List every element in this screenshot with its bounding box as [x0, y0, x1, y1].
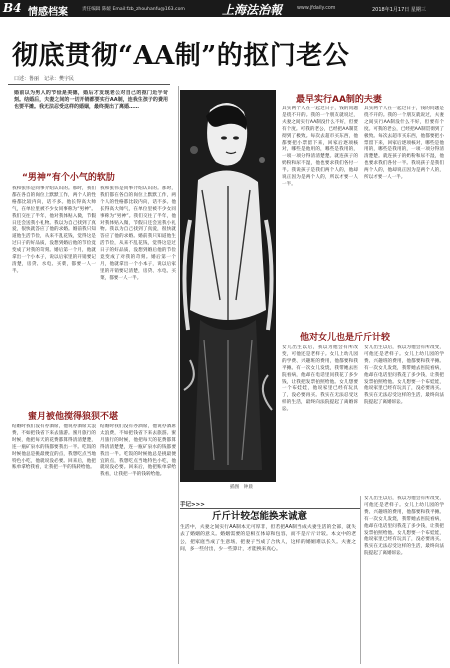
column-divider-right [360, 496, 361, 664]
section-logo-mark: B4 [3, 1, 22, 15]
section-name: 情感档案 [28, 7, 68, 18]
title-rule [8, 84, 170, 85]
right-body-1: 其实两个人在一起过日子，钱的问题是绕不开的。我的一个朋友就说过，夫妻之间实行AA制没什么不好，但要有个度。可我的老公，已经把AA制贯彻到了极致。每次去超市买东西，他都要把小票留下来，回家后逐项核对，哪些是他用的，哪些是我用的，一项一项分得清清楚楚。就连孩子的奶粉和尿不湿，他也要求我们各付一半。我说孩子是我们两个人的，他却说正因为是两个人的，所以才要一人一半。 [282, 106, 358, 187]
editor-note-label: 手记>>> [180, 502, 205, 508]
editor-note-heading: 斤斤计较怎能换来诚意 [212, 511, 308, 522]
illustration-credit: 插图 钟晨 [230, 485, 253, 490]
left-body-2: 结婚时我们没有办酒席，他说办酒席太浪费，不如把钱省下来去旅游。蜜月旅行的时候，他把每天的花费都算得清清楚楚，连一瓶矿泉水的钱都要我出一半。吃饭的时候他总是挑最便宜的点，我想吃点当地特色小吃，他就说没必要。回来后，他把账单拿给我看，让我把一半的钱转给他。 [12, 424, 96, 471]
editor-note-body: 生活中，夫妻之间实行AA制本无可厚非，但若把AA制当成夫妻生活的全部，就失去了婚姻的意义。婚姻需要的是相互体谅和包容，而不是斤斤计较。本文中的老公，把家庭当成了生意场，把妻子当成了合伙人，这样的婚姻难以长久。夫妻之间，多一些付出，少一些算计，才能换来真心。 [180, 525, 356, 553]
left-body-1b: 我和张伟是同事介绍认识的。那时，我们都在各自的岗位上默默工作，两个人的性格都比较内向，话不多。他长得高大帅气，在单位里被不少女同事称为“男神”。我们交往了半年，他对我体贴入微，节假日还会送我小礼物。我以为自己找到了真爱，很快就答应了他的求婚。婚前我只知道他生活节俭，从来不乱花钱，觉得这是过日子的好品质，没想到婚后他的节俭竟变成了对我的苛刻。婚后第一个月，他就拿出一个小本子，说以后家里的开销要记清楚，房贷、水电、买菜，都要一人一半。 [100, 186, 176, 281]
right-body-2b: 女儿出生以后，我以为他会有所改变，可他还是老样子。女儿上幼儿园的学费、兴趣班的费用，他都要和我平摊。有一次女儿发烧，我带她去医院看病，他却在电话里问我花了多少钱，让我把发票拍照给他。女儿想要一个布娃娃，他说家里已经有玩具了，没必要再买。我实在无法忍受这样的生活，最终向法院提起了离婚诉讼。 [364, 345, 444, 406]
masthead: 上海法治報 [222, 3, 283, 17]
left-body-1: 我和张伟是同事介绍认识的。那时，我们都在各自的岗位上默默工作，两个人的性格都比较内向，话不多。他长得高大帅气，在单位里被不少女同事称为“男神”。我们交往了半年，他对我体贴入微，节假日还会送我小礼物。我以为自己找到了真爱，很快就答应了他的求婚。婚前我只知道他生活节俭，从来不乱花钱，觉得这是过日子的好品质，没想到婚后他的节俭竟变成了对我的苛刻。婚后第一个月，他就拿出一个小本子，说以后家里的开销要记清楚，房贷、水电、买菜，都要一人一半。 [12, 186, 96, 274]
column-divider-left [178, 86, 179, 664]
right-section-heading-1: 最早实行AA制的夫妻 [296, 95, 382, 105]
right-body-3: 女儿出生以后，我以为他会有所改变，可他还是老样子。女儿上幼儿园的学费、兴趣班的费用，他都要和我平摊。有一次女儿发烧，我带她去医院看病，他却在电话里问我花了多少钱，让我把发票拍照给他。女儿想要一个布娃娃，他说家里已经有玩具了，没必要再买。我实在无法忍受这样的生活，最终向法院提起了离婚诉讼。 [364, 496, 444, 557]
lead-paragraph: 婚前以为男人的节俭是美德，婚后才发现老公对自己的抠门近乎苛刻。结婚后，夫妻之间的一切开销都要实行AA制，连我生孩子的费用也要平摊。我无法忍受这样的婚姻，最终提出了离婚…… [14, 90, 168, 111]
ink-figure-art [180, 90, 276, 482]
illustration [180, 90, 276, 482]
left-section-heading-1: “男神”有个小气的软肋 [22, 173, 115, 183]
issue-date: 2018年1月17日 星期三 [372, 7, 426, 13]
right-body-1b: 其实两个人在一起过日子，钱的问题是绕不开的。我的一个朋友就说过，夫妻之间实行AA制没什么不好，但要有个度。可我的老公，已经把AA制贯彻到了极致。每次去超市买东西，他都要把小票留下来，回家后逐项核对，哪些是他用的，哪些是我用的，一项一项分得清清楚楚。就连孩子的奶粉和尿不湿，他也要求我们各付一半。我说孩子是我们两个人的，他却说正因为是两个人的，所以才要一人一半。 [364, 106, 444, 181]
right-section-heading-2: 他对女儿也是斤斤计较 [300, 333, 391, 343]
left-body-2b: 结婚时我们没有办酒席，他说办酒席太浪费，不如把钱省下来去旅游。蜜月旅行的时候，他把每天的花费都算得清清楚楚，连一瓶矿泉水的钱都要我出一半。吃饭的时候他总是挑最便宜的点，我想吃点当地特色小吃，他就说没必要。回来后，他把账单拿给我看，让我把一半的钱转给他。 [100, 424, 176, 478]
editor-line: 责任编辑 陈媛 Email:fzb_zhouhanfu@163.com [82, 7, 185, 12]
right-body-2: 女儿出生以后，我以为他会有所改变，可他还是老样子。女儿上幼儿园的学费、兴趣班的费用，他都要和我平摊。有一次女儿发烧，我带她去医院看病，他却在电话里问我花了多少钱，让我把发票拍照给他。女儿想要一个布娃娃，他说家里已经有玩具了，没必要再买。我实在无法忍受这样的生活，最终向法院提起了离婚诉讼。 [282, 345, 358, 413]
left-section-heading-2: 蜜月被他搅得狼狈不堪 [28, 412, 119, 422]
byline: 口述：鲁丽 记录：樊宇民 [14, 76, 75, 82]
article-title: 彻底贯彻“AA制”的抠门老公 [12, 41, 350, 71]
site-url: www.jfdaily.com [297, 6, 336, 11]
